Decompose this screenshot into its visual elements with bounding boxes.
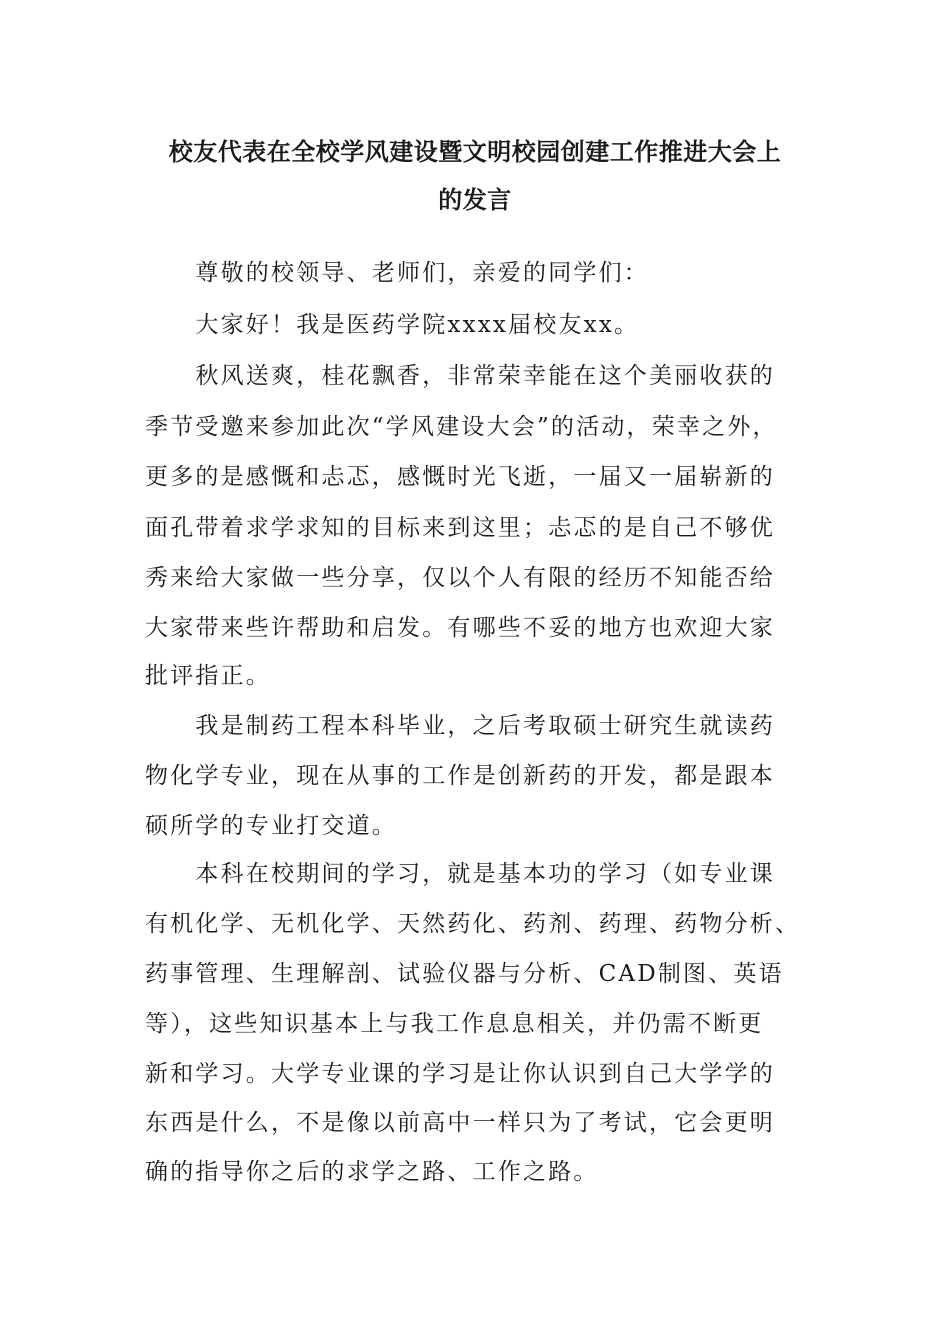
paragraph-line: 更多的是感慨和忐忑，感慨时光飞逝，一届又一届崭新的 xyxy=(145,464,775,490)
paragraph-line: 秀来给大家做一些分享，仅以个人有限的经历不知能否给 xyxy=(145,565,775,591)
paragraph-line: 面孔带着求学求知的目标来到这里；忐忑的是自己不够优 xyxy=(145,515,775,541)
paragraph-line: 东西是什么，不是像以前高中一样只为了考试，它会更明 xyxy=(145,1110,775,1136)
paragraph-line: 硕所学的专业打交道。 xyxy=(145,813,397,839)
paragraph-line: 批评指正。 xyxy=(145,663,271,689)
paragraph-line: 等），这些知识基本上与我工作息息相关，并仍需不断更 xyxy=(145,1011,764,1037)
paragraph-line: 本科在校期间的学习，就是基本功的学习（如专业课 xyxy=(145,861,775,887)
paragraph-line: 药事管理、生理解剖、试验仪器与分析、CAD制图、英语 xyxy=(145,961,784,987)
paragraph-line: 有机化学、无机化学、天然药化、药剂、药理、药物分析、 xyxy=(145,911,801,937)
salutation-line: 尊敬的校领导、老师们，亲爱的同学们： xyxy=(145,260,649,286)
paragraph-line: 我是制药工程本科毕业，之后考取硕士研究生就读药 xyxy=(145,713,775,739)
document-title-line-1: 校友代表在全校学风建设暨文明校园创建工作推进大会上 xyxy=(168,138,782,166)
paragraph-line: 物化学专业，现在从事的工作是创新药的开发，都是跟本 xyxy=(145,763,775,789)
paragraph-line: 确的指导你之后的求学之路、工作之路。 xyxy=(145,1159,599,1185)
paragraph-line: 秋风送爽，桂花飘香，非常荣幸能在这个美丽收获的 xyxy=(145,363,775,389)
greeting-line: 大家好！我是医药学院xxxx届校友xx。 xyxy=(145,312,640,338)
paragraph-line: 新和学习。大学专业课的学习是让你认识到自己大学学的 xyxy=(145,1061,775,1087)
paragraph-line: 季节受邀来参加此次“学风建设大会”的活动，荣幸之外， xyxy=(145,414,778,440)
document-title-line-2: 的发言 xyxy=(438,186,512,214)
paragraph-line: 大家带来些许帮助和启发。有哪些不妥的地方也欢迎大家 xyxy=(145,615,775,641)
